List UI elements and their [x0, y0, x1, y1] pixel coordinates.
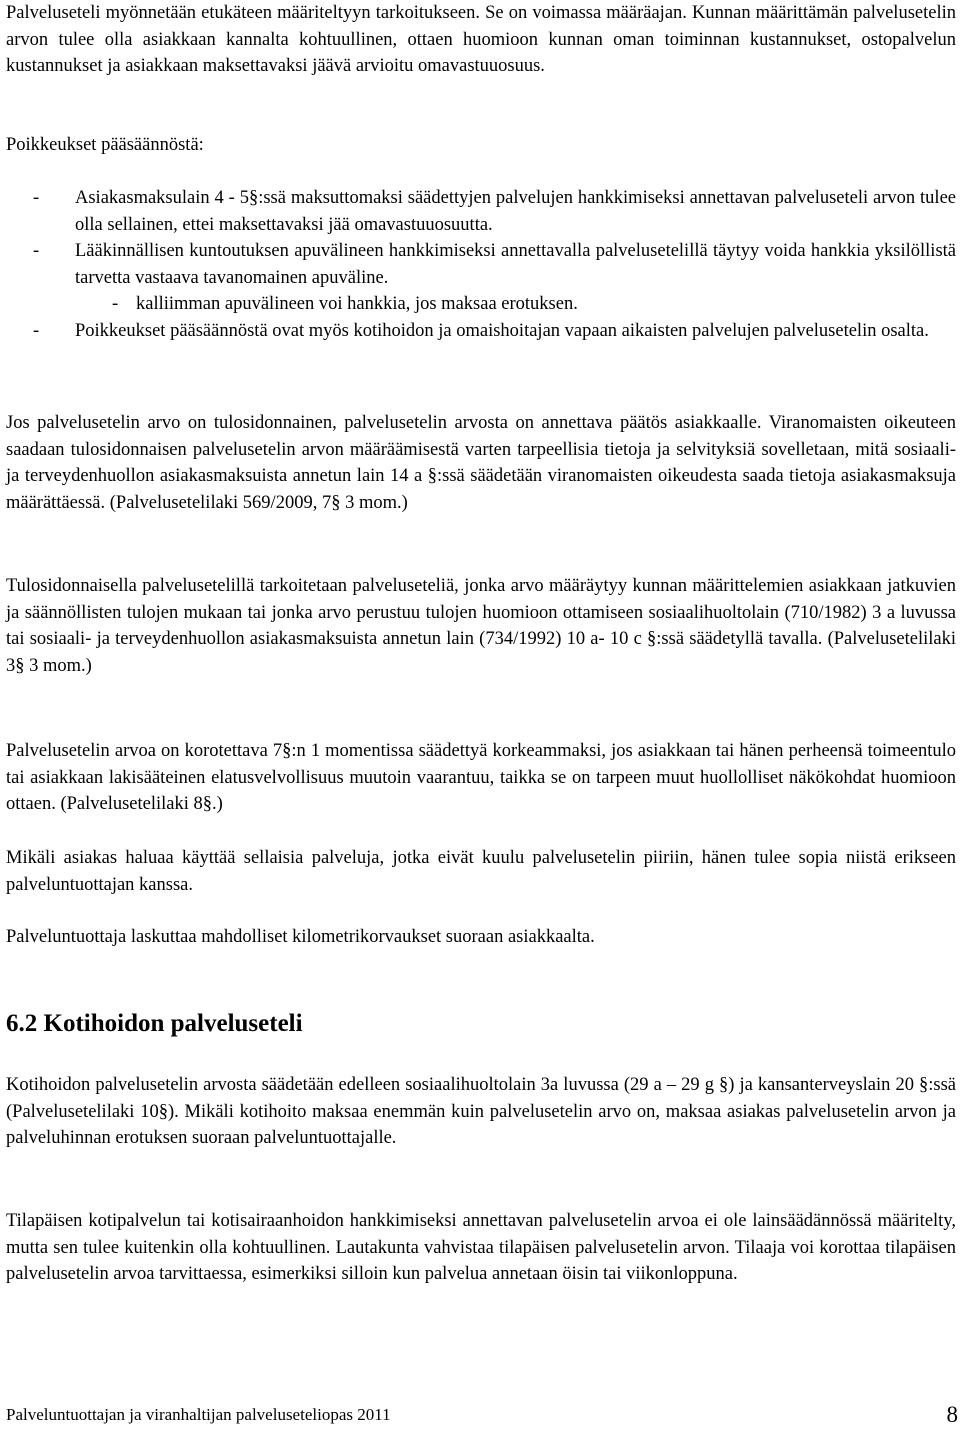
list-item-text: Poikkeukset pääsäännöstä ovat myös kotihoidon ja omaishoitajan vapaan aikaisten palvelujen palvelusetelin osalta.	[75, 320, 929, 341]
list-item	[6, 318, 956, 345]
paragraph-intro: Palveluseteli myönnetään etukäteen määriteltyyn tarkoitukseen. Se on voimassa määräajan. Kunnan määrittämän palvelusetelin arvon tulee olla asiakkaan kannalta kohtuullinen, ottaen huomioon kunnan oman toiminnan kustannukset, ostopalvelun kustannukset ja asiakkaan maksettavaksi jäävä arvioitu omavastuuosuus.	[6, 3, 956, 76]
exceptions-list	[6, 185, 956, 344]
list-item	[6, 185, 956, 238]
list-item-text: Lääkinnällisen kuntoutuksen apuvälineen hankkimiseksi annettavalla palvelusetelillä täytyy voida hankkia yksilöllistä tarvetta vastaava tavanomainen apuväline.	[75, 241, 956, 288]
list-dash: -	[33, 188, 40, 208]
list-item-text: kalliimman apuvälineen voi hankkia, jos maksaa erotuksen.	[136, 294, 578, 314]
footer-title: Palveluntuottajan ja viranhaltijan palveluseteliopas 2011	[6, 1405, 391, 1424]
paragraph-mileage: Palveluntuottaja laskuttaa mahdolliset kilometrikorvaukset suoraan asiakkaalta.	[6, 927, 595, 947]
paragraph-exceptions-title: Poikkeukset pääsäännöstä:	[6, 135, 204, 155]
paragraph-value-raise: Palvelusetelin arvoa on korotettava 7§:n 1 momentissa säädettyä korkeammaksi, jos asiakkaan tai hänen perheensä toimeentulo tai asiakkaan lakisääteinen elatusvelvollisuus muutoin vaarantuu, taikka se on tarpeen muut huollolliset näkökohdat huomioon ottaen. (Palvelusetelilaki 8§.)	[6, 741, 956, 814]
list-item	[6, 238, 956, 291]
page-number: 8	[946, 1402, 958, 1427]
paragraph-home-care: Kotihoidon palvelusetelin arvosta säädetään edelleen sosiaalihuoltolain 3a luvussa (29 a – 29 g §) ja kansanterveyslain 20 §:ssä (Palvelusetelilaki 10§). Mikäli kotihoito maksaa enemmän kuin palvelusetelin arvo on, maksaa asiakas palvelusetelin arvon ja palveluhinnan erotuksen suoraan palveluntuottajalle.	[6, 1075, 956, 1148]
list-dash: -	[112, 294, 119, 314]
list-dash: -	[33, 320, 40, 341]
paragraph-income-based: Jos palvelusetelin arvo on tulosidonnainen, palvelusetelin arvosta on annettava päätös asiakkaalle. Viranomaisten oikeuteen saadaan tulosidonnaisen palvelusetelin arvon määräämisestä varten tarpeellisia tietoja ja selvityksiä sovelletaan, mitä sosiaali- ja terveydenhuollon asiakasmaksuista annetun lain 14 a §:ssä säädetään viranomaisten oikeudesta saada tietoja asiakasmaksuja määrättäessä. (Palvelusetelilaki 569/2009, 7§ 3 mom.)	[6, 413, 956, 513]
section-heading: 6.2 Kotihoidon palveluseteli	[6, 1010, 303, 1037]
paragraph-other-services: Mikäli asiakas haluaa käyttää sellaisia palveluja, jotka eivät kuulu palvelusetelin piiriin, hänen tulee sopia niistä erikseen palveluntuottajan kanssa.	[6, 848, 956, 895]
list-dash: -	[33, 241, 40, 261]
list-item-text: Asiakasmaksulain 4 - 5§:ssä maksuttomaksi säädettyjen palvelujen hankkimiseksi annettavan palveluseteli arvon tulee olla sellainen, ettei maksettavaksi jää omavastuuosuutta.	[75, 188, 956, 235]
paragraph-income-definition: Tulosidonnaisella palvelusetelillä tarkoitetaan palveluseteliä, jonka arvo määräytyy kunnan määrittelemien asiakkaan jatkuvien ja säännöllisten tulojen mukaan tai jonka arvo perustuu tulojen huomioon ottamiseen sosiaalihuoltolain (710/1982) 3 a luvussa tai sosiaali- ja terveydenhuollon asiakasmaksuista annetun lain (734/1992) 10 a- 10 c §:ssä säädetyllä tavalla. (Palvelusetelilaki 3§ 3 mom.)	[6, 576, 956, 676]
paragraph-temporary-care: Tilapäisen kotipalvelun tai kotisairaanhoidon hankkimiseksi annettavan palvelusetelin arvoa ei ole lainsäädännössä määritelty, mutta sen tulee kuitenkin olla kohtuullinen. Lautakunta vahvistaa tilapäisen palvelusetelin arvon. Tilaaja voi korottaa tilapäisen palvelusetelin arvoa tarvittaessa, esimerkiksi silloin kun palvelua annetaan öisin tai viikonloppuna.	[6, 1211, 956, 1284]
list-item-nested	[6, 291, 956, 318]
